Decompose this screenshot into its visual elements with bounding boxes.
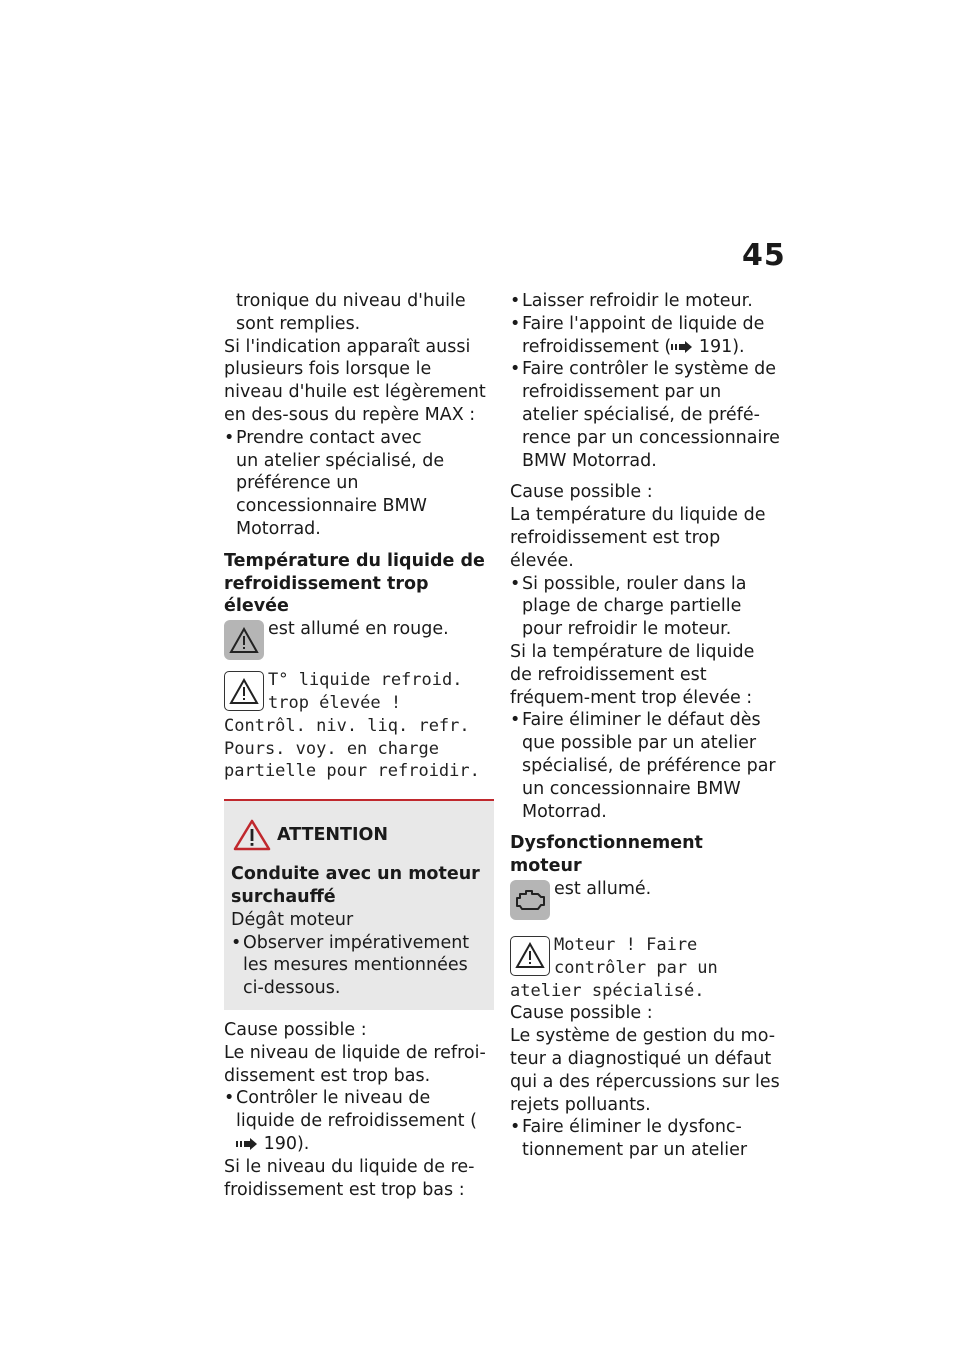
list-item [224,427,494,541]
list-item [510,313,780,359]
indicator-line [510,878,780,920]
paragraph: Cause possible : [510,1003,653,1024]
section-heading-engine: Dysfonctionnement moteur [510,833,703,877]
indicator-text: est allumé en rouge. [268,619,449,640]
warning-triangle-icon [224,671,264,711]
indicator-text: est allumé. [554,878,652,899]
warning-box [224,799,494,1010]
paragraph: Si le niveau du liquide de re-froidissement est trop bas : [224,1156,475,1200]
display-message-line [510,934,780,980]
page-reference[interactable]: 191 [698,336,733,357]
list-item: • Faire contrôler le système de refroidissement par un atelier spécialisé, de préfé-rence par un concessionnaire BMW Motorrad. [510,358,780,472]
list-item-text: Prendre contact avec [236,427,422,448]
paragraph: La température du liquide de refroidissement est trop élevée. [510,505,766,571]
continued-text-2: sont remplies. [236,313,361,334]
warning-triangle-icon [224,620,264,660]
reference-arrow-icon [671,341,693,353]
paragraph: Si l'indication apparaît aussi plusieurs fois lorsque le niveau d'huile est légèrement en des-sous du repère MAX : [224,336,486,425]
warning-title: ATTENTION [277,824,389,845]
list-item-text: Faire l'appoint de liquide de refroidissement ( [522,313,765,357]
section-heading-coolant: Température du liquide de refroidissement trop élevée [224,550,485,617]
paragraph: Le système de gestion du mo-teur a diagnostiqué un défaut qui a des répercussions sur les rejets polluants. [510,1026,780,1115]
display-message-cont: Contrôl. niv. liq. refr. Pours. voy. en charge partielle pour refroidir. [224,715,480,782]
warning-triangle-icon [233,819,271,851]
reference-arrow-icon [236,1138,258,1150]
right-column [510,290,780,1162]
paragraph: Cause possible : [510,482,653,503]
list-item-text-end: ). [296,1133,310,1154]
paragraph: Si la température de liquide de refroidissement est fréquem-ment trop élevée : [510,641,755,708]
page-number: 45 [742,238,786,273]
paragraph: Cause possible : [224,1019,367,1040]
warning-bullet: • Observer impérativement les mesures mentionnées ci-dessous. [231,932,486,1000]
list-item [224,1087,494,1155]
display-message: Moteur ! Faire contrôler par un [554,934,718,978]
warning-subtitle: Conduite avec un moteur surchauffé [231,864,480,907]
warning-triangle-icon [510,936,550,976]
warning-text: Dégât moteur [231,909,354,930]
list-item: • Laisser refroidir le moteur. [510,290,780,313]
list-item: • Si possible, rouler dans la plage de charge partielle pour refroidir le moteur. [510,573,780,641]
paragraph: Le niveau de liquide de refroi-dissement est trop bas. [224,1042,486,1086]
list-item-text: Contrôler le niveau de liquide de refroidissement ( [236,1088,477,1132]
indicator-line [224,618,494,660]
list-item-text-end: ). [732,336,745,357]
display-message: T° liquide refroid. trop élevée ! [268,670,463,713]
list-item: • Faire éliminer le défaut dès que possible par un atelier spécialisé, de préférence par un concessionnaire BMW Motorrad. [510,709,780,823]
warning-header [231,819,486,851]
list-item: • Faire éliminer le dysfonc-tionnement par un atelier [510,1116,780,1162]
list-item-text-cont: un atelier spécialisé, de préférence un concessionnaire BMW Motorrad. [236,450,445,539]
display-message-line [224,669,494,715]
continued-text-1: tronique du niveau d'huile [236,291,466,311]
display-message-cont: atelier spécialisé. [510,980,705,1001]
page-reference[interactable]: 190 [263,1133,297,1154]
left-column [224,290,494,1201]
engine-icon [510,880,550,920]
